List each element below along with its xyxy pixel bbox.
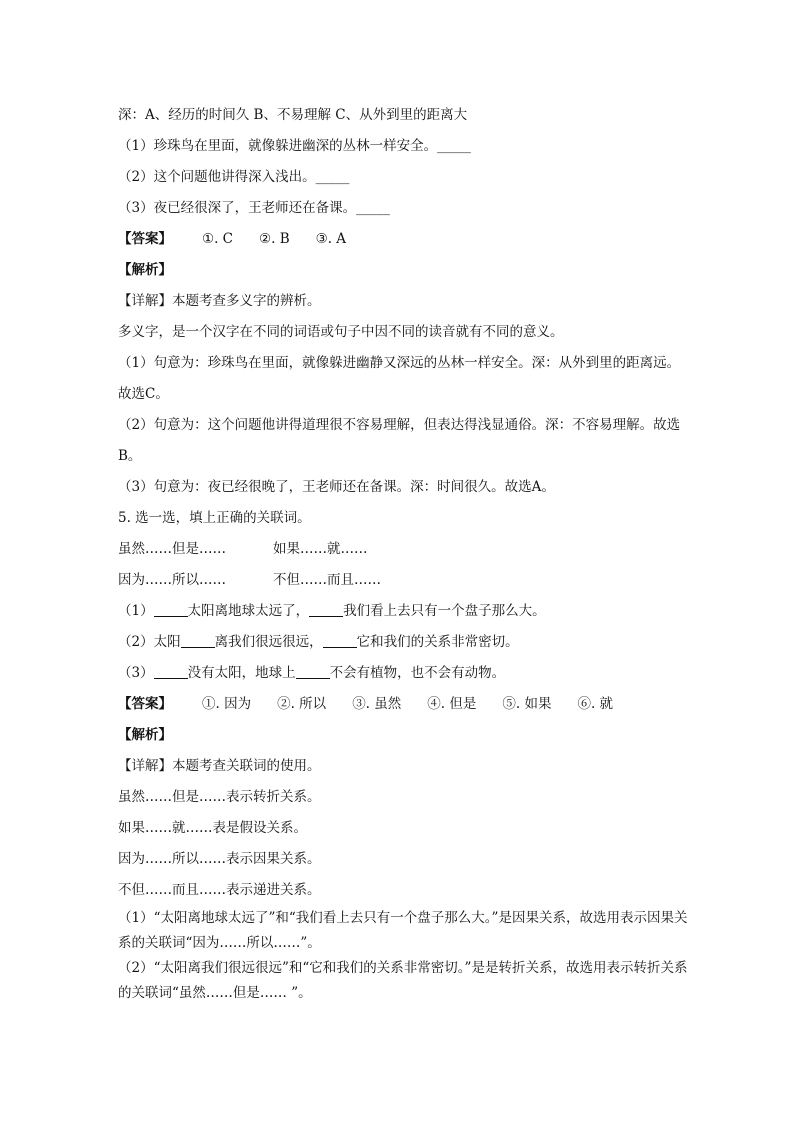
q5-answer-line xyxy=(118,689,688,720)
option-pair: 虽然……但是…… xyxy=(118,541,226,557)
answer-label: 【答案】 xyxy=(118,231,172,247)
q5-options-row-2 xyxy=(118,565,688,596)
option-pair: 如果……就…… xyxy=(273,541,368,557)
q5-title: 5. 选一选，填上正确的关联词。 xyxy=(118,510,311,526)
q4-analysis-label: 【解析】 xyxy=(118,262,172,278)
q4-item-1: （1）珍珠鸟在里面，就像躲进幽深的丛林一样安全。_____ xyxy=(118,138,471,154)
answer-item: ⑤. 如果 xyxy=(502,696,552,712)
q5-item-1: （1） 太阳离地球太远了， 我们看上去只有一个盘子那么大。 xyxy=(118,603,546,619)
fill-blank xyxy=(323,633,357,648)
q4-item-3: （3）夜已经很深了，王老师还在备课。_____ xyxy=(118,200,390,216)
q5-relation-0: 虽然……但是……表示转折关系。 xyxy=(118,789,321,805)
q4-detail: 【详解】本题考查多义字的辨析。 xyxy=(118,293,321,309)
answer-label: 【答案】 xyxy=(118,696,172,712)
q4-explanation-1: （1）句意为：珍珠鸟在里面，就像躲进幽静又深远的丛林一样安全。深：从外到里的距离远。故选C。 xyxy=(118,355,681,402)
q5-explanation-0: （1）“太阳离地球太远了”和“我们看上去只有一个盘子那么大。”是因果关系，故选用表示因果关系的关联词“因为……所以……”。 xyxy=(118,910,688,951)
q5-relation-3: 不但……而且……表示递进关系。 xyxy=(118,882,321,898)
fill-blank xyxy=(296,664,330,679)
q4-answer-line xyxy=(118,224,688,255)
definitions-line: 深：A、经历的时间久 B、不易理解 C、从外到里的距离大 xyxy=(118,107,468,123)
answer-item: ④. 但是 xyxy=(427,696,477,712)
document-page xyxy=(118,100,688,1006)
answer-item: ①. C xyxy=(202,231,234,247)
q5-options-row-1 xyxy=(118,534,688,565)
fill-blank xyxy=(309,602,343,617)
q4-explanation-3: （3）句意为：夜已经很晚了，王老师还在备课。深：时间很久。故选A。 xyxy=(118,479,555,495)
fill-blank xyxy=(154,602,188,617)
answer-item: ①. 因为 xyxy=(202,696,252,712)
answer-item: ⑥. 就 xyxy=(577,696,614,712)
q4-explanation-2: （2）句意为：这个问题他讲得道理很不容易理解，但表达得浅显通俗。深：不容易理解。故选B。 xyxy=(118,417,681,464)
answer-item: ③. 虽然 xyxy=(352,696,402,712)
q5-detail: 【详解】本题考查关联词的使用。 xyxy=(118,758,321,774)
option-pair: 因为……所以…… xyxy=(118,572,226,588)
option-pair: 不但……而且…… xyxy=(273,572,381,588)
q4-explanation-0: 多义字，是一个汉字在不同的词语或句子中因不同的读音就有不同的意义。 xyxy=(118,324,564,340)
q5-relation-1: 如果……就……表是假设关系。 xyxy=(118,820,307,836)
answer-item: ②. 所以 xyxy=(277,696,327,712)
answer-item: ②. B xyxy=(259,231,290,247)
q5-item-3: （3） 没有太阳，地球上 不会有植物，也不会有动物。 xyxy=(118,665,506,681)
q5-relation-2: 因为……所以……表示因果关系。 xyxy=(118,851,321,867)
q5-item-2: （2）太阳 离我们很远很远， 它和我们的关系非常密切。 xyxy=(118,634,519,650)
q5-analysis-label: 【解析】 xyxy=(118,727,172,743)
answer-item: ③. A xyxy=(315,231,347,247)
q5-explanation-1: （2）“太阳离我们很远很远”和“它和我们的关系非常密切。”是是转折关系，故选用表示转折关系的关联词“虽然……但是…… ”。 xyxy=(118,960,688,1001)
q4-item-2: （2）这个问题他讲得深入浅出。_____ xyxy=(118,169,350,185)
fill-blank xyxy=(181,633,215,648)
fill-blank xyxy=(154,664,188,679)
